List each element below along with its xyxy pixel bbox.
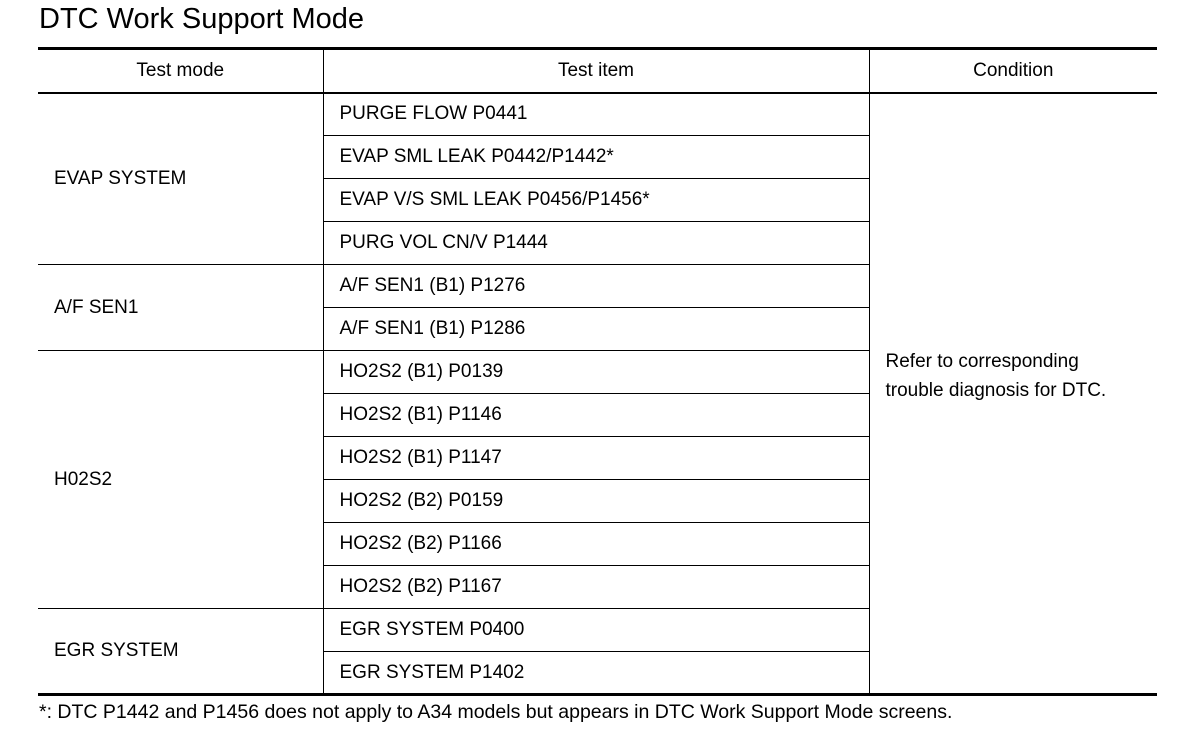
page-title: DTC Work Support Mode [39, 3, 365, 35]
test-item: HO2S2 (B1) P0139 [323, 351, 869, 394]
header-test-item: Test item [323, 49, 869, 93]
test-item: A/F SEN1 (B1) P1276 [323, 265, 869, 308]
header-test-mode: Test mode [38, 49, 323, 93]
test-item: A/F SEN1 (B1) P1286 [323, 308, 869, 351]
condition-text: Refer to corresponding trouble diagnosis for DTC. [885, 350, 1107, 401]
test-mode-egr-system: EGR SYSTEM [38, 609, 323, 695]
test-mode-af-sen1: A/F SEN1 [38, 265, 323, 351]
condition-cell [869, 93, 1157, 695]
dtc-work-support-table [38, 47, 1157, 696]
test-item: EGR SYSTEM P1402 [323, 652, 869, 695]
table-header-row [38, 49, 1157, 93]
test-item: HO2S2 (B2) P1167 [323, 566, 869, 609]
test-item: EVAP V/S SML LEAK P0456/P1456* [323, 179, 869, 222]
test-item: PURG VOL CN/V P1444 [323, 222, 869, 265]
test-item: HO2S2 (B1) P1147 [323, 437, 869, 480]
test-item: EVAP SML LEAK P0442/P1442* [323, 136, 869, 179]
table-row [38, 93, 1157, 136]
test-item: HO2S2 (B2) P0159 [323, 480, 869, 523]
test-item: PURGE FLOW P0441 [323, 93, 869, 136]
test-item: EGR SYSTEM P0400 [323, 609, 869, 652]
header-condition: Condition [869, 49, 1157, 93]
footnote: *: DTC P1442 and P1456 does not apply to A34 models but appears in DTC Work Support Mode screens. [39, 701, 953, 723]
test-item: HO2S2 (B1) P1146 [323, 394, 869, 437]
test-item: HO2S2 (B2) P1166 [323, 523, 869, 566]
test-mode-h02s2: H02S2 [38, 351, 323, 609]
test-mode-evap-system: EVAP SYSTEM [38, 93, 323, 265]
dtc-table-container [38, 47, 1157, 696]
